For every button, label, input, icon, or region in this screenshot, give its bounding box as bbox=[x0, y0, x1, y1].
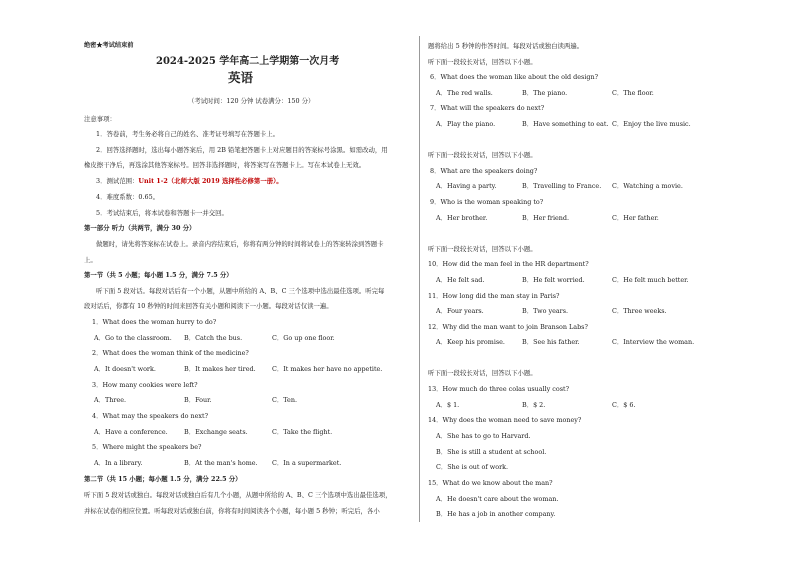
q14-option-c[interactable]: C．She is out of work. bbox=[436, 463, 509, 471]
q13-option-b[interactable]: B．$ 2. bbox=[522, 401, 546, 409]
question-1: 1．What does the woman hurry to do? bbox=[92, 318, 217, 326]
part1-intro-a: 做题时，请先将答案标在试卷上。录音内容结束后，你将有两分钟的时间将试卷上的答案转涂到答题卡 bbox=[96, 240, 384, 248]
listen-prompt-6: 听下面一段较长对话，回答以下小题。 bbox=[428, 58, 537, 66]
q12-option-c[interactable]: C．Interview the woman. bbox=[612, 338, 695, 346]
q9-option-c[interactable]: C．Her father. bbox=[612, 214, 659, 222]
q10-option-b[interactable]: B．He felt worried. bbox=[522, 276, 585, 284]
q5-option-b[interactable]: B．At the man's home. bbox=[184, 459, 258, 467]
exam-info: （考试时间：120 分钟 试卷满分：150 分） bbox=[188, 97, 315, 105]
q15-option-b[interactable]: B．He has a job in another company. bbox=[436, 510, 556, 518]
q6-option-c[interactable]: C．The floor. bbox=[612, 89, 654, 97]
listen-prompt-10: 听下面一段较长对话，回答以下小题。 bbox=[428, 245, 537, 253]
notice-item-2b: 橡皮擦干净后，再选涂其他答案标号。回答非选择题时，将答案写在答题卡上。写在本试卷上无效。 bbox=[84, 161, 366, 169]
section2-instructions-a: 听下面 5 段对话或独白。每段对话或独白后有几个小题，从题中所给的 A、B、C 三个选项中选出最佳选项， bbox=[84, 491, 392, 499]
q2-option-c[interactable]: C．It makes her have no appetite. bbox=[272, 365, 383, 373]
notice-item-3 bbox=[96, 177, 283, 185]
q1-option-a[interactable]: A．Go to the classroom. bbox=[94, 334, 172, 342]
q10-option-a[interactable]: A．He felt sad. bbox=[436, 276, 485, 284]
section1-heading: 第一节（共 5 小题；每小题 1.5 分，满分 7.5 分） bbox=[84, 271, 233, 279]
part1-intro-b: 上。 bbox=[84, 256, 97, 264]
q12-option-a[interactable]: A．Keep his promise. bbox=[436, 338, 505, 346]
q9-option-b[interactable]: B．Her friend. bbox=[522, 214, 570, 222]
question-15: 15．What do we know about the man? bbox=[428, 479, 553, 487]
question-7: 7．What will the speakers do next? bbox=[430, 104, 545, 112]
question-8: 8．What are the speakers doing? bbox=[430, 167, 538, 175]
q3-option-b[interactable]: B．Four. bbox=[184, 396, 212, 404]
section1-instructions-a: 听下面 5 段对话。每段对话后有一个小题，从题中所给的 A、B、C 三个选项中选出最佳选项。听完每 bbox=[96, 287, 385, 295]
q7-option-c[interactable]: C．Enjoy the live music. bbox=[612, 120, 691, 128]
q6-option-b[interactable]: B．The piano. bbox=[522, 89, 568, 97]
q14-option-a[interactable]: A．She has to go to Harvard. bbox=[436, 432, 531, 440]
question-2: 2．What does the woman think of the medicine? bbox=[92, 349, 249, 357]
question-13: 13．How much do three colas usually cost? bbox=[428, 385, 569, 393]
q11-option-c[interactable]: C．Three weeks. bbox=[612, 307, 667, 315]
q1-option-c[interactable]: C．Go up one floor. bbox=[272, 334, 335, 342]
notice-heading: 注意事项： bbox=[84, 115, 116, 123]
q15-option-a[interactable]: A．He doesn't care about the woman. bbox=[436, 495, 559, 503]
notice-item-2a: 2．回答选择题时，选出每小题答案后，用 2B 铅笔把答题卡上对应题目的答案标号涂黑。如需改动，用 bbox=[96, 146, 388, 154]
secret-label: 绝密★考试结束前 bbox=[84, 42, 134, 49]
question-11: 11．How long did the man stay in Paris? bbox=[428, 292, 560, 300]
q7-option-b[interactable]: B．Have something to eat. bbox=[522, 120, 609, 128]
q11-option-a[interactable]: A．Four years. bbox=[436, 307, 484, 315]
q4-option-c[interactable]: C．Take the flight. bbox=[272, 428, 333, 436]
scope-label: 3．测试范围： bbox=[96, 177, 139, 185]
section1-instructions-b: 段对话后，你都有 10 秒钟的时间来回答有关小题和阅读下一小题。每段对话仅读一遍。 bbox=[84, 302, 333, 310]
question-3: 3．How many cookies were left? bbox=[92, 381, 198, 389]
notice-item-5: 5．考试结束后，将本试卷和答题卡一并交回。 bbox=[96, 209, 228, 217]
question-4: 4．What may the speakers do next? bbox=[92, 412, 209, 420]
question-5: 5．Where might the speakers be? bbox=[92, 443, 202, 451]
q2-option-b[interactable]: B．It makes her tired. bbox=[184, 365, 256, 373]
q6-option-a[interactable]: A．The red walls. bbox=[436, 89, 493, 97]
part1-heading: 第一部分 听力（共两节，满分 30 分） bbox=[84, 224, 196, 232]
section2-heading: 第二节（共 15 小题；每小题 1.5 分，满分 22.5 分） bbox=[84, 475, 242, 483]
listen-prompt-8: 听下面一段较长对话，回答以下小题。 bbox=[428, 151, 537, 159]
question-10: 10．How did the man feel in the HR department? bbox=[428, 260, 589, 268]
listen-prompt-13: 听下面一段较长对话，回答以下小题。 bbox=[428, 369, 537, 377]
q12-option-b[interactable]: B．See his father. bbox=[522, 338, 580, 346]
question-12: 12．Why did the man want to join Branson Labs? bbox=[428, 323, 588, 331]
q7-option-a[interactable]: A．Play the piano. bbox=[436, 120, 496, 128]
q5-option-c[interactable]: C．In a supermarket. bbox=[272, 459, 342, 467]
q8-option-a[interactable]: A．Having a party. bbox=[436, 182, 497, 190]
q10-option-c[interactable]: C．He felt much better. bbox=[612, 276, 689, 284]
q8-option-b[interactable]: B．Travelling to France. bbox=[522, 182, 602, 190]
q5-option-a[interactable]: A．In a library. bbox=[94, 459, 143, 467]
q4-option-a[interactable]: A．Have a conference. bbox=[94, 428, 168, 436]
q11-option-b[interactable]: B．Two years. bbox=[522, 307, 569, 315]
question-14: 14．Why does the woman need to save money? bbox=[428, 416, 582, 424]
q4-option-b[interactable]: B．Exchange seats. bbox=[184, 428, 248, 436]
q13-option-a[interactable]: A．$ 1. bbox=[436, 401, 460, 409]
q3-option-a[interactable]: A．Three. bbox=[94, 396, 127, 404]
q13-option-c[interactable]: C．$ 6. bbox=[612, 401, 636, 409]
notice-item-1: 1．答卷前，考生务必将自己的姓名、准考证号填写在答题卡上。 bbox=[96, 130, 280, 138]
column-divider bbox=[419, 36, 420, 522]
notice-item-4: 4．难度系数：0.65。 bbox=[96, 193, 160, 201]
q14-option-b[interactable]: B．She is still a student at school. bbox=[436, 448, 547, 456]
q1-option-b[interactable]: B．Catch the bus. bbox=[184, 334, 243, 342]
question-6: 6．What does the woman like about the old design? bbox=[430, 73, 598, 81]
scope-value: Unit 1-2（北师大版 2019 选择性必修第一册）。 bbox=[138, 177, 283, 185]
q2-option-a[interactable]: A．It doesn't work. bbox=[94, 365, 156, 373]
question-9: 9．Who is the woman speaking to? bbox=[430, 198, 544, 206]
section2-instructions-c: 题将给出 5 秒钟的作答时间。每段对话或独白读两遍。 bbox=[428, 42, 584, 50]
q3-option-c[interactable]: C．Ten. bbox=[272, 396, 297, 404]
subject-title: 英语 bbox=[228, 70, 254, 85]
exam-title: 2024-2025 学年高二上学期第一次月考 bbox=[156, 56, 340, 67]
section2-instructions-b: 并标在试卷的相应位置。听每段对话或独白前，你将有时间阅读各个小题，每小题 5 秒钟；听完后，各小 bbox=[84, 507, 380, 515]
q8-option-c[interactable]: C．Watching a movie. bbox=[612, 182, 683, 190]
q9-option-a[interactable]: A．Her brother. bbox=[436, 214, 488, 222]
